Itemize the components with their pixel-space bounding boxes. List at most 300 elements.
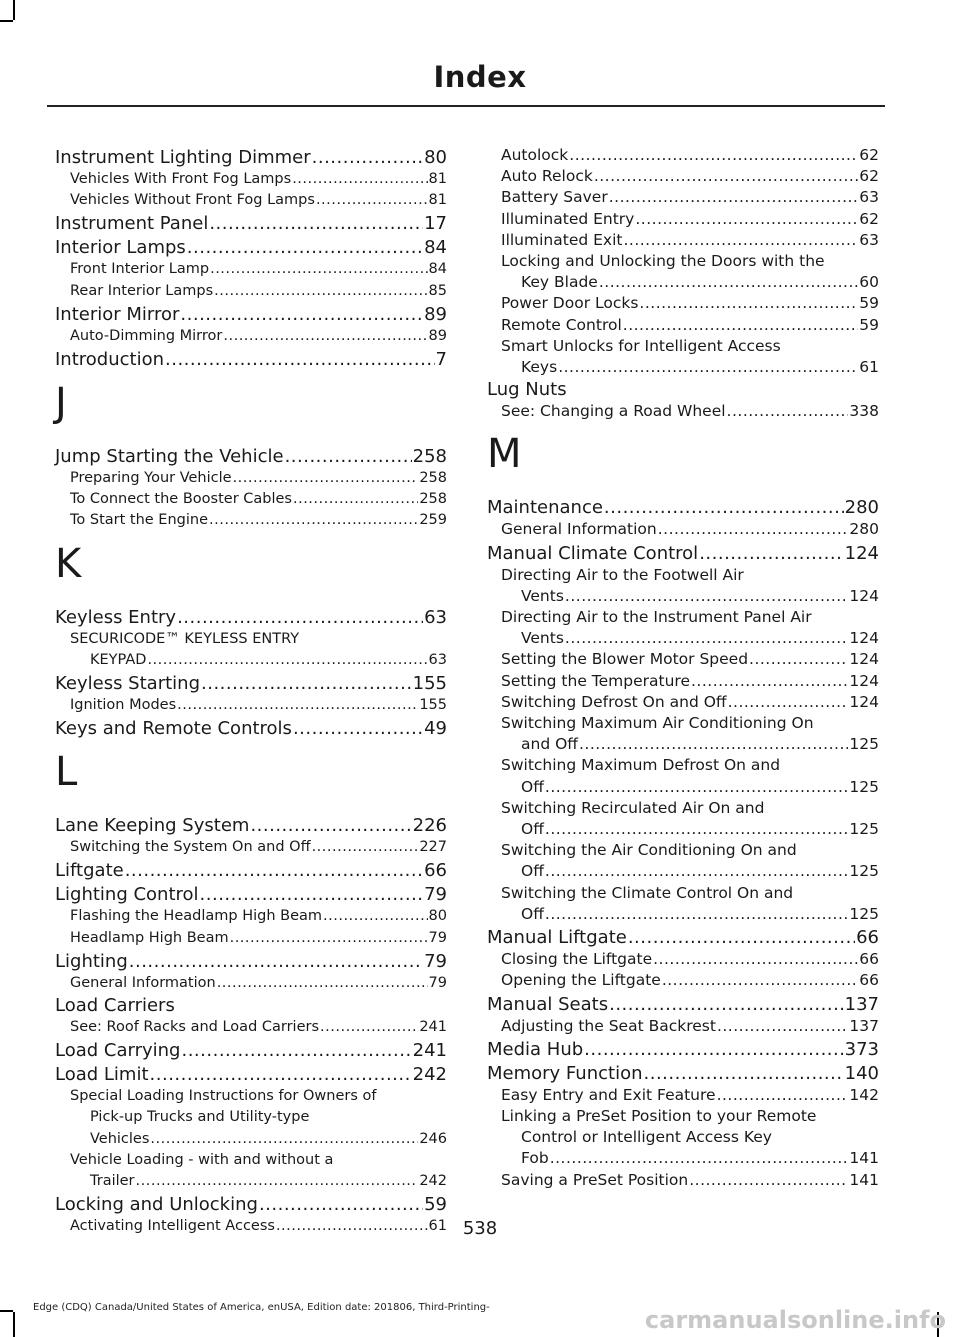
index-subentry[interactable] bbox=[487, 187, 879, 208]
entry-label: Maintenance bbox=[487, 497, 603, 519]
entry-continuation[interactable] bbox=[55, 1129, 447, 1150]
index-subentry[interactable] bbox=[55, 1086, 447, 1150]
index-entry[interactable] bbox=[55, 859, 447, 882]
page-number: 538 bbox=[462, 1218, 498, 1239]
entry-label: Preparing Your Vehicle bbox=[70, 470, 232, 487]
index-subentry[interactable] bbox=[55, 510, 447, 531]
index-entry[interactable] bbox=[55, 1039, 447, 1062]
entry-label: Illuminated Entry bbox=[501, 209, 635, 228]
dot-leader bbox=[728, 692, 849, 713]
entry-label-line: Switching Maximum Defrost On and bbox=[501, 756, 781, 775]
entry-label: and Off bbox=[521, 735, 578, 754]
dot-leader bbox=[210, 259, 427, 280]
index-entry[interactable] bbox=[55, 606, 447, 629]
index-subentry[interactable] bbox=[55, 629, 447, 671]
entry-label: Manual Climate Control bbox=[487, 542, 699, 564]
entry-continuation[interactable] bbox=[487, 357, 879, 378]
dot-leader bbox=[604, 496, 844, 519]
index-subentry[interactable] bbox=[55, 281, 447, 302]
dot-leader bbox=[545, 777, 849, 798]
dot-leader bbox=[644, 1062, 844, 1085]
entry-label-line: Switching Recirculated Air On and bbox=[501, 798, 765, 817]
entry-label: Vehicles Without Front Fog Lamps bbox=[70, 192, 315, 209]
entry-label: Keyless Entry bbox=[55, 606, 177, 628]
entry-label: Auto-Dimming Mirror bbox=[70, 327, 223, 344]
footer-edition-info: Edge (CDQ) Canada/United States of America, enUSA, Edition date: 201806, Third-Printing- bbox=[33, 1302, 490, 1313]
index-subentry[interactable] bbox=[487, 293, 879, 314]
page-ref: 137 bbox=[844, 993, 879, 1015]
page-ref: 62 bbox=[859, 209, 879, 228]
entry-label: Off bbox=[521, 904, 544, 923]
entry-label: Media Hub bbox=[487, 1038, 584, 1060]
page-ref: 141 bbox=[849, 1170, 879, 1189]
page-ref: 61 bbox=[859, 358, 879, 377]
entry-label: Saving a PreSet Position bbox=[501, 1170, 689, 1189]
page-ref: 79 bbox=[428, 929, 447, 946]
index-subentry[interactable] bbox=[55, 326, 447, 347]
page-ref: 124 bbox=[849, 671, 879, 690]
entry-label: Lane Keeping System bbox=[55, 815, 250, 837]
entry-continuation[interactable] bbox=[487, 777, 879, 798]
page-ref: 66 bbox=[859, 950, 879, 969]
entry-label: General Information bbox=[70, 974, 216, 991]
entry-label: Trailer bbox=[90, 1173, 135, 1190]
dot-leader bbox=[125, 859, 423, 882]
dot-leader bbox=[200, 883, 424, 906]
index-entry[interactable] bbox=[55, 236, 447, 259]
entry-label-line: SECURICODE™ KEYLESS ENTRY bbox=[70, 630, 300, 647]
page-title: Index bbox=[433, 60, 527, 94]
dot-leader bbox=[628, 926, 855, 949]
page-ref: 66 bbox=[856, 927, 879, 949]
page-ref: 258 bbox=[412, 446, 447, 468]
entry-continuation[interactable] bbox=[55, 650, 447, 671]
dot-leader bbox=[316, 190, 428, 211]
entry-label: Auto Relock bbox=[501, 167, 593, 186]
page-ref: 63 bbox=[859, 188, 879, 207]
page-ref: 85 bbox=[428, 282, 447, 299]
dot-leader bbox=[565, 628, 848, 649]
entry-label: Ignition Modes bbox=[70, 697, 177, 714]
index-subentry[interactable] bbox=[55, 906, 447, 927]
entry-label: See: Changing a Road Wheel bbox=[501, 402, 726, 421]
index-entry[interactable] bbox=[55, 303, 447, 326]
index-subentry[interactable] bbox=[55, 259, 447, 280]
dot-leader bbox=[150, 1129, 418, 1150]
entry-label: Rear Interior Lamps bbox=[70, 282, 214, 299]
entry-label-line: Locking and Unlocking the Doors with the bbox=[501, 252, 825, 271]
dot-leader bbox=[293, 717, 423, 740]
entry-label: Illuminated Exit bbox=[501, 230, 623, 249]
page-ref: 246 bbox=[419, 1130, 447, 1147]
dot-leader bbox=[209, 510, 418, 531]
watermark: carmanualsonline.info bbox=[644, 1306, 946, 1334]
entry-label-line: Linking a PreSet Position to your Remote bbox=[501, 1106, 817, 1125]
page-ref: 141 bbox=[849, 1149, 879, 1168]
page-ref: 258 bbox=[419, 470, 447, 487]
entry-label: Easy Entry and Exit Feature bbox=[501, 1085, 716, 1104]
index-subentry[interactable] bbox=[487, 607, 879, 649]
dot-leader bbox=[293, 489, 418, 510]
index-entry[interactable] bbox=[55, 672, 447, 695]
index-subentry[interactable] bbox=[487, 970, 879, 991]
dot-leader bbox=[129, 950, 423, 973]
entry-label: Vents bbox=[521, 629, 564, 648]
page-ref: 125 bbox=[849, 862, 879, 881]
entry-label: Off bbox=[521, 820, 544, 839]
dot-leader bbox=[177, 695, 418, 716]
crop-mark bbox=[13, 0, 15, 20]
page-ref: 124 bbox=[849, 650, 879, 669]
entry-label: Flashing the Headlamp High Beam bbox=[70, 908, 323, 925]
entry-label: Lighting Control bbox=[55, 884, 199, 906]
page-ref: 142 bbox=[849, 1085, 879, 1104]
index-subentry[interactable] bbox=[487, 166, 879, 187]
dot-leader bbox=[594, 166, 858, 187]
index-entry[interactable] bbox=[487, 496, 879, 519]
index-subentry[interactable] bbox=[487, 401, 879, 422]
dot-leader bbox=[150, 1063, 412, 1086]
entry-label: Jump Starting the Vehicle bbox=[55, 446, 284, 468]
entry-label: Headlamp High Beam bbox=[70, 929, 229, 946]
page-ref: 125 bbox=[849, 820, 879, 839]
index-subentry[interactable] bbox=[487, 883, 879, 925]
entry-label: Liftgate bbox=[55, 860, 124, 882]
entry-continuation[interactable] bbox=[55, 1171, 447, 1192]
entry-label: Manual Seats bbox=[487, 993, 609, 1015]
dot-leader bbox=[180, 303, 423, 326]
section-letter: K bbox=[55, 540, 82, 587]
index-entry[interactable] bbox=[55, 146, 447, 169]
page-ref: 66 bbox=[859, 971, 879, 990]
dot-leader bbox=[233, 468, 419, 489]
dot-leader bbox=[689, 1170, 848, 1191]
page-ref: 59 bbox=[859, 315, 879, 334]
entry-label: Switching the System On and Off bbox=[70, 839, 311, 856]
dot-leader bbox=[717, 1085, 849, 1106]
index-entry[interactable] bbox=[55, 950, 447, 973]
entry-label: Instrument Lighting Dimmer bbox=[55, 147, 311, 168]
entry-label: Locking and Unlocking bbox=[55, 1194, 258, 1216]
dot-leader bbox=[623, 230, 858, 251]
entry-label-line: Switching the Climate Control On and bbox=[501, 883, 794, 902]
entry-label: Opening the Liftgate bbox=[501, 971, 661, 990]
dot-leader bbox=[147, 650, 427, 671]
entry-label: Vents bbox=[521, 586, 564, 605]
entry-label: Keys and Remote Controls bbox=[55, 718, 292, 740]
index-entry[interactable] bbox=[55, 1193, 447, 1216]
index-subentry[interactable] bbox=[487, 209, 879, 230]
entry-label-line: Control or Intelligent Access Key bbox=[521, 1128, 772, 1147]
dot-leader bbox=[545, 861, 849, 882]
index-subentry[interactable] bbox=[55, 1150, 447, 1192]
entry-label: Front Interior Lamp bbox=[70, 261, 210, 278]
dot-leader bbox=[214, 281, 427, 302]
entry-label-line: Directing Air to the Instrument Panel Air bbox=[501, 608, 812, 627]
page-ref: 241 bbox=[419, 1019, 447, 1036]
entry-label-line: Switching the Air Conditioning On and bbox=[501, 841, 797, 860]
page-ref: 81 bbox=[428, 171, 447, 187]
index-entry[interactable] bbox=[487, 1062, 879, 1085]
index-subentry[interactable] bbox=[487, 1106, 879, 1170]
index-subentry[interactable] bbox=[487, 798, 879, 840]
entry-continuation[interactable] bbox=[487, 586, 879, 607]
page-ref: 125 bbox=[849, 904, 879, 923]
entry-label: Introduction bbox=[55, 349, 165, 371]
dot-leader bbox=[181, 1039, 411, 1062]
dot-leader bbox=[250, 814, 411, 837]
dot-leader bbox=[639, 293, 858, 314]
dot-leader bbox=[223, 326, 427, 347]
page-ref: 60 bbox=[859, 273, 879, 292]
index-subentry[interactable] bbox=[487, 671, 879, 692]
index-entry: Load Carriers bbox=[55, 995, 175, 1017]
page-ref: 63 bbox=[428, 651, 447, 668]
dot-leader bbox=[136, 1171, 419, 1192]
page-ref: 259 bbox=[419, 512, 447, 529]
index-subentry[interactable] bbox=[55, 973, 447, 994]
page-ref: 66 bbox=[424, 860, 447, 882]
dot-leader bbox=[177, 606, 423, 629]
dot-leader bbox=[217, 973, 428, 994]
entry-label: KEYPAD bbox=[90, 651, 147, 668]
entry-continuation[interactable] bbox=[487, 272, 879, 293]
page-ref: 79 bbox=[424, 884, 447, 906]
index-subentry[interactable] bbox=[55, 190, 447, 211]
page-ref: 84 bbox=[424, 237, 447, 259]
index-subentry[interactable] bbox=[55, 169, 447, 190]
entry-label: Setting the Blower Motor Speed bbox=[501, 650, 749, 669]
entry-label: Adjusting the Seat Backrest bbox=[501, 1016, 716, 1035]
index-entry[interactable] bbox=[55, 814, 447, 837]
page-ref: 125 bbox=[849, 777, 879, 796]
index-entry[interactable] bbox=[55, 212, 447, 235]
index-subentry[interactable] bbox=[487, 251, 879, 293]
entry-label: Autolock bbox=[501, 146, 569, 164]
dot-leader bbox=[635, 209, 858, 230]
entry-label: To Start the Engine bbox=[70, 512, 209, 529]
crop-mark bbox=[13, 1312, 15, 1337]
entry-continuation[interactable] bbox=[487, 1148, 879, 1169]
page-ref: 124 bbox=[844, 542, 879, 564]
entry-label: Activating Intelligent Access bbox=[70, 1218, 275, 1235]
page-ref: 242 bbox=[412, 1064, 447, 1086]
page-ref: 140 bbox=[844, 1062, 879, 1084]
entry-label: To Connect the Booster Cables bbox=[70, 491, 292, 508]
entry-label: Load Limit bbox=[55, 1064, 149, 1086]
dot-leader bbox=[285, 445, 412, 468]
index-entry[interactable] bbox=[487, 993, 879, 1016]
crop-mark bbox=[0, 20, 13, 22]
dot-leader bbox=[717, 1016, 848, 1037]
dot-leader bbox=[609, 993, 844, 1016]
entry-continuation[interactable] bbox=[487, 861, 879, 882]
page-ref: 7 bbox=[435, 349, 447, 371]
page-ref: 124 bbox=[849, 692, 879, 711]
index-subentry[interactable] bbox=[55, 695, 447, 716]
page-ref: 124 bbox=[849, 586, 879, 605]
page-ref: 241 bbox=[412, 1040, 447, 1062]
index-entry[interactable] bbox=[487, 1038, 879, 1061]
index-subentry[interactable] bbox=[55, 1017, 447, 1038]
index-subentry[interactable] bbox=[55, 928, 447, 949]
page-ref: 125 bbox=[849, 735, 879, 754]
index-subentry[interactable] bbox=[487, 755, 879, 797]
index-entry[interactable] bbox=[55, 717, 447, 740]
dot-leader bbox=[691, 671, 848, 692]
index-entry[interactable] bbox=[55, 445, 447, 468]
index-subentry[interactable] bbox=[487, 145, 879, 166]
page-ref: 63 bbox=[859, 230, 879, 249]
page-ref: 59 bbox=[859, 294, 879, 313]
section-letter: L bbox=[55, 749, 78, 796]
index-entry: Lug Nuts bbox=[487, 379, 567, 401]
page-ref: 124 bbox=[849, 629, 879, 648]
entry-label: Keyless Starting bbox=[55, 673, 200, 695]
page-ref: 61 bbox=[428, 1218, 447, 1235]
entry-label: Power Door Locks bbox=[501, 294, 639, 313]
dot-leader bbox=[312, 837, 419, 858]
dot-leader bbox=[259, 1193, 423, 1216]
index-subentry[interactable] bbox=[55, 837, 447, 858]
page-ref: 62 bbox=[859, 167, 879, 186]
page-ref: 280 bbox=[844, 497, 879, 519]
page-ref: 17 bbox=[424, 213, 447, 235]
page-ref: 59 bbox=[424, 1194, 447, 1216]
page-ref: 49 bbox=[424, 718, 447, 740]
dot-leader bbox=[662, 970, 858, 991]
index-subentry[interactable] bbox=[487, 519, 879, 540]
dot-leader bbox=[565, 586, 848, 607]
index-subentry[interactable] bbox=[487, 1085, 879, 1106]
index-subentry[interactable] bbox=[487, 1170, 879, 1191]
index-subentry[interactable] bbox=[487, 840, 879, 882]
crop-mark bbox=[0, 1310, 13, 1312]
page-ref: 79 bbox=[424, 950, 447, 972]
index-subentry[interactable] bbox=[487, 713, 879, 755]
dot-leader bbox=[699, 542, 843, 565]
dot-leader bbox=[599, 272, 858, 293]
dot-leader bbox=[320, 1017, 418, 1038]
entry-continuation[interactable] bbox=[487, 628, 879, 649]
entry-continuation[interactable] bbox=[487, 904, 879, 925]
page-ref: 226 bbox=[412, 815, 447, 837]
page-ref: 62 bbox=[859, 146, 879, 164]
index-subentry[interactable] bbox=[487, 692, 879, 713]
index-entry[interactable] bbox=[55, 348, 447, 371]
page-ref: 280 bbox=[849, 520, 879, 539]
dot-leader bbox=[545, 904, 849, 925]
entry-label: Load Carrying bbox=[55, 1040, 181, 1062]
entry-label: Vehicles bbox=[90, 1130, 150, 1147]
index-column-right bbox=[487, 145, 879, 1191]
dot-leader bbox=[558, 357, 858, 378]
dot-leader bbox=[658, 519, 849, 540]
entry-label-line: Pick-up Trucks and Utility-type bbox=[90, 1109, 310, 1126]
entry-label: Fob bbox=[521, 1149, 549, 1168]
dot-leader bbox=[323, 906, 428, 927]
entry-label: Remote Control bbox=[501, 315, 622, 334]
page-ref: 338 bbox=[849, 402, 879, 421]
entry-label: Battery Saver bbox=[501, 188, 608, 207]
entry-label: Lighting bbox=[55, 950, 128, 972]
dot-leader bbox=[187, 236, 423, 259]
index-subentry[interactable] bbox=[487, 336, 879, 378]
entry-label-line: Smart Unlocks for Intelligent Access bbox=[501, 336, 781, 355]
entry-label-line: Directing Air to the Footwell Air bbox=[501, 565, 744, 584]
page-ref: 89 bbox=[428, 327, 447, 344]
index-entry[interactable] bbox=[55, 883, 447, 906]
dot-leader bbox=[623, 315, 859, 336]
dot-leader bbox=[749, 649, 848, 670]
index-subentry[interactable] bbox=[487, 315, 879, 336]
dot-leader bbox=[569, 145, 858, 166]
entry-label: Off bbox=[521, 862, 544, 881]
page-ref: 80 bbox=[424, 147, 447, 168]
index-subentry[interactable] bbox=[487, 230, 879, 251]
entry-label: Keys bbox=[521, 358, 558, 377]
entry-label-line: Vehicle Loading - with and without a bbox=[70, 1151, 334, 1168]
header-divider bbox=[47, 105, 885, 107]
index-entry[interactable] bbox=[487, 926, 879, 949]
entry-label: Key Blade bbox=[521, 273, 598, 292]
dot-leader bbox=[579, 734, 848, 755]
entry-label: See: Roof Racks and Load Carriers bbox=[70, 1019, 320, 1036]
entry-label: Instrument Panel bbox=[55, 213, 209, 235]
index-subentry[interactable] bbox=[487, 949, 879, 970]
page-ref: 242 bbox=[419, 1173, 447, 1190]
index-entry[interactable] bbox=[55, 1063, 447, 1086]
index-subentry[interactable] bbox=[55, 468, 447, 489]
index-subentry[interactable] bbox=[487, 1016, 879, 1037]
entry-continuation[interactable] bbox=[487, 819, 879, 840]
entry-label: Interior Mirror bbox=[55, 303, 180, 325]
entry-label: Vehicles With Front Fog Lamps bbox=[70, 171, 292, 187]
dot-leader bbox=[209, 212, 423, 235]
entry-label-line: Special Loading Instructions for Owners of bbox=[70, 1088, 377, 1105]
entry-label: General Information bbox=[501, 520, 657, 539]
dot-leader bbox=[292, 169, 427, 190]
index-subentry[interactable] bbox=[55, 489, 447, 510]
dot-leader bbox=[584, 1038, 843, 1061]
page-ref: 80 bbox=[428, 908, 447, 925]
page-ref: 227 bbox=[419, 839, 447, 856]
dot-leader bbox=[312, 146, 423, 169]
entry-label-line: Switching Maximum Air Conditioning On bbox=[501, 714, 814, 733]
index-entry[interactable] bbox=[487, 542, 879, 565]
entry-label: Memory Function bbox=[487, 1062, 643, 1084]
entry-label: Setting the Temperature bbox=[501, 671, 690, 690]
page-ref: 84 bbox=[428, 261, 447, 278]
page-ref: 79 bbox=[428, 974, 447, 991]
entry-label: Switching Defrost On and Off bbox=[501, 692, 727, 711]
section-letter: M bbox=[487, 431, 522, 478]
dot-leader bbox=[609, 187, 859, 208]
page-ref: 373 bbox=[844, 1038, 879, 1060]
page-ref: 81 bbox=[428, 192, 447, 209]
entry-label: Manual Liftgate bbox=[487, 927, 627, 949]
dot-leader bbox=[727, 401, 849, 422]
dot-leader bbox=[165, 348, 435, 371]
index-subentry[interactable] bbox=[487, 649, 879, 670]
dot-leader bbox=[230, 928, 428, 949]
dot-leader bbox=[550, 1148, 849, 1169]
dot-leader bbox=[545, 819, 849, 840]
section-letter: J bbox=[55, 380, 67, 427]
page-ref: 63 bbox=[424, 606, 447, 628]
index-subentry[interactable] bbox=[487, 565, 879, 607]
entry-continuation[interactable] bbox=[487, 734, 879, 755]
